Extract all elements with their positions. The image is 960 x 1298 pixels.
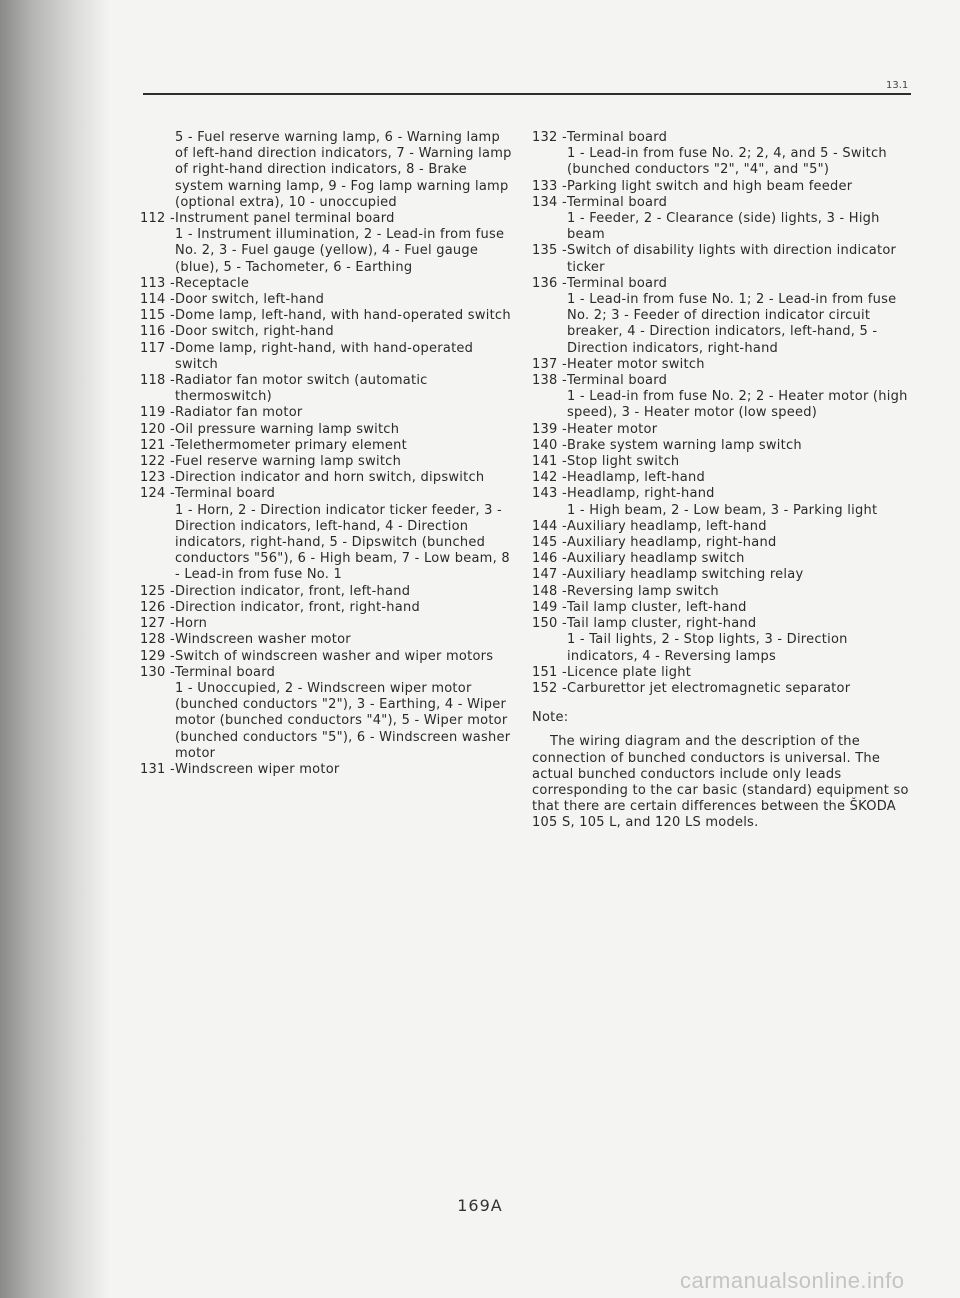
entry-text: Switch of disability lights with direction indicator ticker [567, 243, 897, 275]
entry-number: 148 - [532, 583, 567, 599]
legend-entry [532, 681, 914, 697]
legend-entry [140, 373, 512, 405]
entry-text: Dome lamp, right-hand, with hand-operated switch [175, 340, 474, 372]
legend-entry [140, 341, 512, 373]
entry-number: 140 - [532, 437, 567, 453]
legend-entry [532, 600, 914, 616]
legend-entry [532, 584, 914, 600]
entry-text: Fuel reserve warning lamp switch [175, 454, 402, 470]
entry-number: 134 - [532, 194, 567, 210]
entry-text: Terminal board [567, 194, 668, 210]
entry-text: Tail lamp cluster, left-hand [567, 599, 747, 615]
entry-text: Terminal board [567, 373, 668, 389]
entry-text: Auxiliary headlamp switching relay [567, 567, 804, 583]
legend-entry [140, 600, 512, 616]
entry-text: Auxiliary headlamp switch [567, 551, 745, 567]
entry-number: 152 - [532, 680, 567, 696]
legend-entry [532, 486, 914, 502]
legend-entry [140, 665, 512, 681]
entry-number: 144 - [532, 518, 567, 534]
entry-number: 146 - [532, 551, 567, 567]
entry-number: 142 - [532, 470, 567, 486]
entry-text: Brake system warning lamp switch [567, 437, 802, 453]
note-heading: Note: [532, 710, 569, 726]
entry-text: Instrument panel terminal board [175, 211, 395, 227]
legend-entry [532, 276, 914, 292]
legend-entry [532, 195, 914, 211]
legend-entry [140, 422, 512, 438]
entry-text: Carburettor jet electromagnetic separator [567, 680, 851, 696]
entry-number: 118 - [140, 373, 175, 389]
entry-detail: 1 - High beam, 2 - Low beam, 3 - Parking light [567, 502, 878, 518]
legend-entry [532, 665, 914, 681]
legend-entry [140, 211, 512, 227]
entry-number: 132 - [532, 130, 567, 145]
legend-entry [532, 373, 914, 389]
entry-detail: 1 - Lead-in from fuse No. 2; 2, 4, and 5 - Switch (bunched conductors "2", "4", and "5") [567, 146, 887, 178]
section-reference: 13.1 [886, 80, 909, 91]
entry-number: 121 - [140, 437, 175, 453]
legend-entry [140, 324, 512, 340]
entry-number: 123 - [140, 470, 175, 486]
legend-entry [532, 567, 914, 583]
right-entry-list [532, 130, 914, 697]
legend-entry [532, 422, 914, 438]
entry-number: 126 - [140, 599, 175, 615]
legend-entry [140, 470, 512, 486]
entry-detail: 1 - Lead-in from fuse No. 2; 2 - Heater motor (high speed), 3 - Heater motor (low speed) [567, 389, 908, 421]
legend-entry [140, 649, 512, 665]
entry-text: Direction indicator and horn switch, dipswitch [175, 470, 485, 486]
entry-number: 130 - [140, 664, 175, 680]
entry-text: Parking light switch and high beam feeder [567, 178, 853, 194]
entry-detail: 1 - Tail lights, 2 - Stop lights, 3 - Direction indicators, 4 - Reversing lamps [567, 632, 848, 664]
entry-text: Windscreen wiper motor [175, 761, 340, 777]
entry-number: 135 - [532, 243, 567, 259]
entry-number: 145 - [532, 535, 567, 551]
entry-number: 114 - [140, 292, 175, 308]
entry-text: Windscreen washer motor [175, 632, 351, 648]
note-body: The wiring diagram and the description of the connection of bunched conductors is universal. The actual bunched conductors include only leads corresponding to the car basic (standard) equipment so that there are certain differences between the ŠKODA 105 S, 105 L, and 120 LS models. [532, 734, 909, 831]
entry-number: 120 - [140, 421, 175, 437]
entry-text: Terminal board [175, 664, 276, 680]
entry-text: Heater motor switch [567, 356, 705, 372]
entry-number: 138 - [532, 373, 567, 389]
entry-text: Licence plate light [567, 664, 692, 680]
entry-number: 151 - [532, 664, 567, 680]
entry-number: 117 - [140, 340, 175, 356]
entry-continuation: 5 - Fuel reserve warning lamp, 6 - Warning lamp of left-hand direction indicators, 7 - Warning lamp of right-hand direction indicators, 8 - Brake system warning lamp, 9 - Fog lamp warning lamp (optional extra), 10 - unoccupied [175, 130, 512, 210]
entry-number: 136 - [532, 275, 567, 291]
entry-number: 113 - [140, 275, 175, 291]
entry-detail: 1 - Horn, 2 - Direction indicator ticker feeder, 3 - Direction indicators, left-hand, 4 - Direction indicators, right-hand, 5 - Dipswitch (bunched conductors "56"), 6 - High beam, 7 - Low beam, 8 - Lead-in from fuse No. 1 [175, 502, 510, 583]
right-column [532, 130, 914, 832]
entry-text: Stop light switch [567, 454, 680, 470]
entry-text: Reversing lamp switch [567, 583, 719, 599]
legend-entry [532, 519, 914, 535]
entry-text: Door switch, left-hand [175, 292, 325, 308]
page-number: 169A [457, 1196, 503, 1215]
legend-entry [140, 632, 512, 648]
entry-text: Headlamp, left-hand [567, 470, 705, 486]
entry-detail: 1 - Lead-in from fuse No. 1; 2 - Lead-in from fuse No. 2; 3 - Feeder of direction indicator circuit breaker, 4 - Direction indicators, left-hand, 5 - Direction indicators, right-hand [567, 292, 897, 356]
entry-number: 131 - [140, 761, 175, 777]
legend-entry [140, 276, 512, 292]
scan-binding-edge [0, 0, 110, 1298]
entry-text: Dome lamp, left-hand, with hand-operated switch [175, 308, 511, 324]
entry-number: 122 - [140, 454, 175, 470]
header-rule [143, 93, 911, 95]
entry-text: Terminal board [567, 130, 668, 145]
entry-number: 143 - [532, 486, 567, 502]
entry-number: 124 - [140, 486, 175, 502]
legend-entry [140, 584, 512, 600]
legend-entry [532, 551, 914, 567]
entry-text: Direction indicator, front, left-hand [175, 583, 411, 599]
entry-text: Horn [175, 616, 208, 632]
legend-entry [140, 292, 512, 308]
entry-detail: 1 - Unoccupied, 2 - Windscreen wiper motor (bunched conductors "2"), 3 - Earthing, 4 - Wiper motor (bunched conductors "4"), 5 - Wiper motor (bunched conductors "5"), 6 - Windscreen washer motor [175, 680, 511, 761]
entry-number: 115 - [140, 308, 175, 324]
entry-text: Auxiliary headlamp, right-hand [567, 535, 777, 551]
entry-detail: 1 - Instrument illumination, 2 - Lead-in from fuse No. 2, 3 - Fuel gauge (yellow), 4 - Fuel gauge (blue), 5 - Tachometer, 6 - Earthing [175, 227, 505, 275]
legend-entry [532, 130, 914, 146]
legend-entry [140, 454, 512, 470]
entry-text: Switch of windscreen washer and wiper motors [175, 648, 494, 664]
legend-entry [140, 405, 512, 421]
legend-entry [532, 454, 914, 470]
entry-text: Telethermometer primary element [175, 437, 408, 453]
entry-number: 139 - [532, 421, 567, 437]
entry-text: Auxiliary headlamp, left-hand [567, 518, 767, 534]
legend-entry [532, 438, 914, 454]
legend-entry [532, 179, 914, 195]
watermark: carmanualsonline.info [680, 1268, 905, 1293]
entry-number: 119 - [140, 405, 175, 421]
entry-number: 127 - [140, 616, 175, 632]
legend-entry [532, 535, 914, 551]
entry-number: 150 - [532, 616, 567, 632]
left-column [140, 130, 512, 778]
entry-number: 129 - [140, 648, 175, 664]
legend-entry [140, 308, 512, 324]
legend-entry [532, 616, 914, 632]
legend-entry [140, 616, 512, 632]
legend-entry [532, 357, 914, 373]
entry-text: Receptacle [175, 275, 250, 291]
entry-number: 137 - [532, 356, 567, 372]
entry-detail: 1 - Feeder, 2 - Clearance (side) lights, 3 - High beam [567, 211, 880, 243]
entry-text: Oil pressure warning lamp switch [175, 421, 400, 437]
entry-text: Door switch, right-hand [175, 324, 334, 340]
entry-number: 128 - [140, 632, 175, 648]
legend-entry [532, 243, 914, 275]
entry-number: 149 - [532, 599, 567, 615]
entry-text: Terminal board [567, 275, 668, 291]
entry-number: 112 - [140, 211, 175, 227]
entry-number: 125 - [140, 583, 175, 599]
entry-number: 141 - [532, 454, 567, 470]
entry-number: 147 - [532, 567, 567, 583]
legend-entry [532, 470, 914, 486]
entry-text: Headlamp, right-hand [567, 486, 715, 502]
entry-number: 133 - [532, 178, 567, 194]
legend-entry [140, 486, 512, 502]
entry-text: Radiator fan motor switch (automatic thermoswitch) [175, 373, 428, 405]
legend-entry [140, 762, 512, 778]
entry-text: Radiator fan motor [175, 405, 303, 421]
entry-text: Tail lamp cluster, right-hand [567, 616, 757, 632]
entry-text: Heater motor [567, 421, 658, 437]
legend-entry [140, 438, 512, 454]
entry-text: Terminal board [175, 486, 276, 502]
entry-text: Direction indicator, front, right-hand [175, 599, 420, 615]
entry-number: 116 - [140, 324, 175, 340]
